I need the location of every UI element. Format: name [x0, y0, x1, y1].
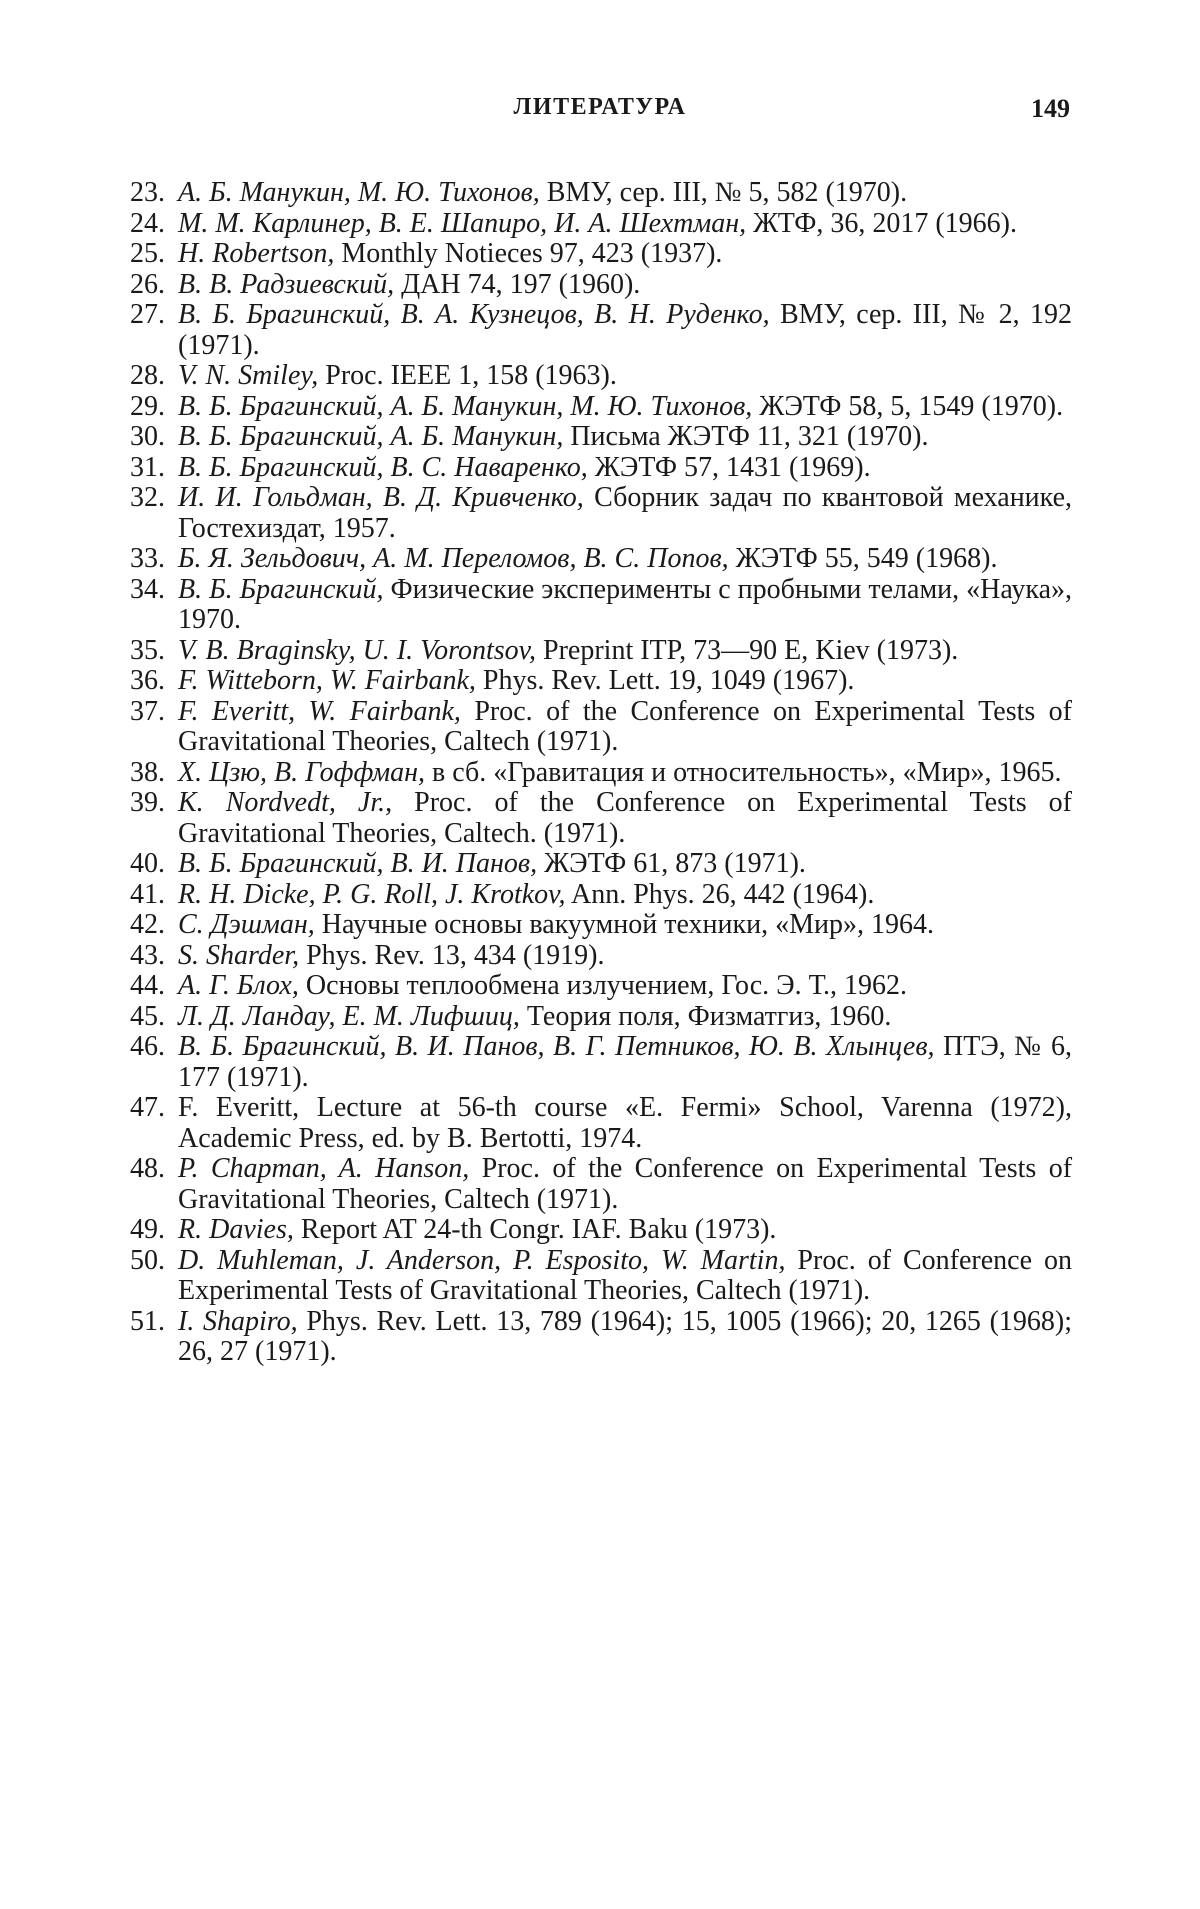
reference-source: ДАН 74, 197 (1960). — [401, 268, 641, 300]
reference-authors: В. Б. Брагинский, В. И. Панов, В. Г. Петников, Ю. В. Хлынцев, — [178, 1031, 935, 1062]
reference-source: Ann. Phys. 26, 442 (1964). — [570, 878, 875, 910]
reference-authors: Х. Цзю, В. Гоффман, — [178, 756, 426, 788]
reference-source: Proc. IEEE 1, 158 (1963). — [325, 360, 617, 391]
reference-text — [178, 178, 1072, 209]
reference-text — [178, 1215, 1072, 1246]
reference-item — [130, 361, 1072, 392]
reference-authors: K. Nordvedt, Jr., — [178, 787, 393, 818]
reference-source: Сборник задач по квантовой механике, Гостехиздат, 1957. — [178, 482, 1072, 544]
reference-text — [178, 697, 1072, 758]
reference-item — [130, 209, 1072, 240]
reference-number: 42. — [130, 909, 165, 940]
reference-text — [178, 636, 1072, 667]
reference-number: 38. — [130, 756, 165, 788]
reference-text — [178, 971, 1072, 1002]
reference-number: 30. — [130, 421, 165, 452]
reference-source: Preprint ITP, 73—90 E, Kiev (1973). — [543, 634, 959, 666]
reference-text — [178, 239, 1072, 270]
reference-number: 49. — [130, 1214, 165, 1245]
reference-source: ЖЭТФ 57, 1431 (1969). — [594, 451, 871, 483]
reference-text — [178, 1246, 1072, 1307]
reference-source: Основы теплообмена излучением, Гос. Э. Т., 1962. — [305, 970, 907, 1001]
reference-text — [178, 941, 1072, 972]
reference-item — [130, 910, 1072, 941]
reference-item — [130, 1032, 1072, 1093]
reference-number: 24. — [130, 207, 165, 239]
reference-text — [178, 575, 1072, 636]
reference-source: F. Everitt, Lecture at 56-th course «E. Fermi» School, Varenna (1972), Academic Press, ed. by B. Bertotti, 1974. — [178, 1092, 1072, 1154]
reference-text — [178, 392, 1072, 423]
reference-number: 26. — [130, 268, 165, 300]
reference-source: ПТЭ, № 6, 177 (1971). — [178, 1031, 1072, 1093]
reference-source: Научные основы вакуумной техники, «Мир», 1964. — [321, 909, 934, 940]
reference-source: ВМУ, сер. III, № 2, 192 (1971). — [178, 299, 1073, 361]
reference-authors: D. Muhleman, J. Anderson, P. Esposito, W. Martin, — [178, 1244, 786, 1276]
reference-authors: R. H. Dicke, P. G. Roll, J. Krotkov, — [178, 878, 566, 910]
reference-item — [130, 392, 1072, 423]
reference-item — [130, 1093, 1072, 1154]
reference-item — [130, 239, 1072, 270]
reference-authors: А. Б. Манукин, М. Ю. Тихонов, — [178, 177, 540, 208]
reference-text — [178, 758, 1072, 789]
reference-text — [178, 788, 1072, 849]
reference-authors: И. И. Гольдман, В. Д. Кривченко, — [178, 482, 584, 513]
reference-item — [130, 788, 1072, 849]
reference-item — [130, 941, 1072, 972]
reference-number: 40. — [130, 848, 165, 879]
reference-item — [130, 880, 1072, 911]
reference-number: 28. — [130, 360, 165, 391]
reference-source: Phys. Rev. Lett. 13, 789 (1964); 15, 1005 (1966); 20, 1265 (1968); 26, 27 (1971). — [178, 1305, 1072, 1367]
reference-text — [178, 880, 1072, 911]
reference-number: 31. — [130, 451, 165, 483]
reference-text — [178, 270, 1072, 301]
reference-text — [178, 666, 1072, 697]
reference-text — [178, 1032, 1072, 1093]
reference-source: Proc. of Conference on Experimental Tests of Gravitational Theories, Caltech (1971). — [178, 1244, 1072, 1306]
reference-item — [130, 697, 1072, 758]
reference-authors: S. Sharder, — [178, 939, 300, 971]
reference-authors: С. Дэшман, — [178, 909, 315, 940]
reference-source: Proc. of the Conference on Experimental Tests of Gravitational Theories, Caltech (1971). — [178, 1153, 1073, 1215]
reference-authors: В. Б. Брагинский, В. А. Кузнецов, В. Н. Руденко, — [178, 299, 770, 330]
running-head — [130, 94, 1070, 134]
reference-source: ЖТФ, 36, 2017 (1966). — [753, 207, 1017, 239]
running-title: ЛИТЕРАТУРА — [513, 94, 687, 120]
reference-text — [178, 300, 1072, 361]
reference-authors: P. Chapman, A. Hanson, — [178, 1153, 470, 1184]
reference-item — [130, 453, 1072, 484]
reference-authors: М. М. Карлинер, В. Е. Шапиро, И. А. Шехтман, — [178, 207, 747, 239]
reference-item — [130, 1154, 1072, 1215]
page-number: 149 — [1031, 94, 1070, 123]
reference-item — [130, 971, 1072, 1002]
reference-source: в сб. «Гравитация и относительность», «Мир», 1965. — [432, 756, 1062, 788]
reference-text — [178, 1002, 1072, 1033]
reference-authors: V. B. Braginsky, U. I. Vorontsov, — [178, 634, 537, 666]
reference-authors: В. Б. Брагинский, А. Б. Манукин, — [178, 421, 564, 452]
reference-item — [130, 422, 1072, 453]
reference-authors: H. Robertson, — [178, 238, 335, 269]
reference-item — [130, 300, 1072, 361]
reference-number: 47. — [130, 1092, 165, 1123]
reference-text — [178, 1307, 1072, 1368]
reference-number: 36. — [130, 665, 165, 696]
reference-item — [130, 1246, 1072, 1307]
reference-item — [130, 270, 1072, 301]
reference-source: Письма ЖЭТФ 11, 321 (1970). — [570, 421, 929, 452]
reference-item — [130, 666, 1072, 697]
reference-authors: F. Everitt, W. Fairbank, — [178, 695, 461, 727]
reference-text — [178, 422, 1072, 453]
reference-source: Phys. Rev. 13, 434 (1919). — [306, 939, 605, 971]
reference-source: ВМУ, сер. III, № 5, 582 (1970). — [546, 177, 908, 208]
reference-number: 37. — [130, 695, 165, 727]
reference-text — [178, 1093, 1072, 1154]
reference-source: ЖЭТФ 58, 5, 1549 (1970). — [759, 390, 1064, 422]
reference-item — [130, 758, 1072, 789]
reference-source: Физические эксперименты с пробными телами, «Наука», 1970. — [178, 573, 1072, 635]
reference-number: 41. — [130, 878, 165, 910]
reference-item — [130, 1307, 1072, 1368]
reference-text — [178, 910, 1072, 941]
reference-number: 45. — [130, 1000, 165, 1032]
reference-source: Phys. Rev. Lett. 19, 1049 (1967). — [482, 665, 855, 696]
reference-source: Report AT 24-th Congr. IAF. Baku (1973). — [300, 1214, 777, 1245]
reference-text — [178, 361, 1072, 392]
reference-authors: В. Б. Брагинский, В. С. Наваренко, — [178, 451, 588, 483]
reference-number: 46. — [130, 1031, 165, 1062]
reference-source: Теория поля, Физматгиз, 1960. — [526, 1000, 892, 1032]
reference-item — [130, 636, 1072, 667]
reference-number: 27. — [130, 299, 165, 330]
reference-authors: I. Shapiro, — [178, 1305, 298, 1337]
reference-item — [130, 1002, 1072, 1033]
reference-authors: V. N. Smiley, — [178, 360, 319, 391]
reference-number: 35. — [130, 634, 165, 666]
reference-text — [178, 1154, 1072, 1215]
reference-text — [178, 483, 1072, 544]
reference-list — [130, 178, 1072, 1368]
reference-number: 29. — [130, 390, 165, 422]
reference-authors: В. Б. Брагинский, А. Б. Манукин, М. Ю. Тихонов, — [178, 390, 753, 422]
reference-source: ЖЭТФ 55, 549 (1968). — [735, 543, 998, 574]
reference-number: 34. — [130, 573, 165, 605]
reference-authors: Л. Д. Ландау, Е. М. Лифшиц, — [178, 1000, 520, 1032]
reference-item — [130, 849, 1072, 880]
reference-authors: R. Davies, — [178, 1214, 294, 1245]
reference-number: 32. — [130, 482, 165, 513]
reference-number: 48. — [130, 1153, 165, 1184]
reference-number: 39. — [130, 787, 165, 818]
reference-text — [178, 209, 1072, 240]
reference-item — [130, 178, 1072, 209]
reference-number: 51. — [130, 1305, 165, 1337]
reference-text — [178, 849, 1072, 880]
reference-authors: В. Б. Брагинский, В. И. Панов, — [178, 848, 538, 879]
reference-authors: Б. Я. Зельдович, А. М. Переломов, В. С. Попов, — [178, 543, 729, 574]
reference-source: ЖЭТФ 61, 873 (1971). — [544, 848, 806, 879]
reference-number: 44. — [130, 970, 165, 1001]
reference-text — [178, 453, 1072, 484]
reference-authors: В. В. Радзиевский, — [178, 268, 395, 300]
reference-item — [130, 1215, 1072, 1246]
reference-item — [130, 544, 1072, 575]
reference-authors: В. Б. Брагинский, — [178, 573, 384, 605]
reference-number: 43. — [130, 939, 165, 971]
reference-source: Proc. of the Conference on Experimental Tests of Gravitational Theories, Caltech. (1971). — [178, 787, 1073, 849]
reference-authors: А. Г. Блох, — [178, 970, 299, 1001]
reference-number: 33. — [130, 543, 165, 574]
reference-source: Monthly Notieces 97, 423 (1937). — [341, 238, 723, 269]
reference-number: 50. — [130, 1244, 165, 1276]
reference-authors: F. Witteborn, W. Fairbank, — [178, 665, 476, 696]
reference-item — [130, 575, 1072, 636]
reference-item — [130, 483, 1072, 544]
reference-text — [178, 544, 1072, 575]
reference-number: 23. — [130, 177, 165, 208]
reference-number: 25. — [130, 238, 165, 269]
reference-source: Proc. of the Conference on Experimental Tests of Gravitational Theories, Caltech (1971). — [178, 695, 1073, 757]
